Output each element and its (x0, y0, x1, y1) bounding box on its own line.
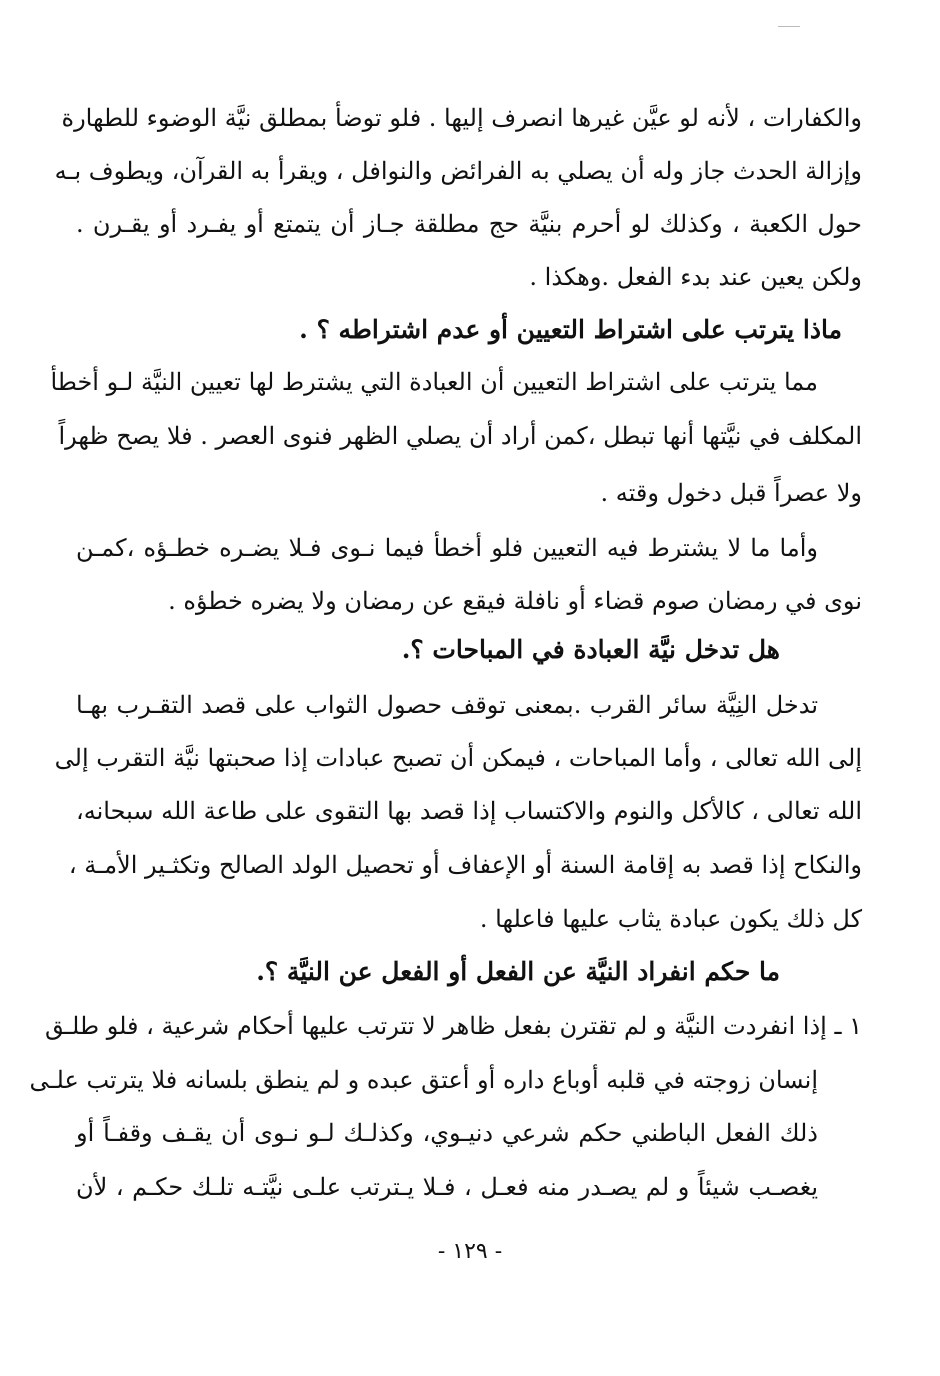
text-line: ولا عصراً قبل دخول وقته . (600, 479, 862, 507)
text-line: ١ ـ إذا انفردت النيَّة و لم تقترن بفعل ظاهر لا تترتب عليها أحكام شرعية ، فلو طلـق (44, 1012, 862, 1040)
text-line: وإزالة الحدث جاز وله أن يصلي به الفرائض والنوافل ، ويقرأ به القرآن، ويطوف بـه (54, 157, 862, 185)
text-line: المكلف في نيَّتها أنها تبطل ،كمن أراد أن يصلي الظهر فنوى العصر . فلا يصح ظهراً (58, 422, 862, 450)
text-line: مما يترتب على اشتراط التعيين أن العبادة التي يشترط لها تعيين النيَّة لـو أخطأ (50, 368, 818, 396)
text-line: ذلك الفعل الباطني حكم شرعي دنيـوي، وكذلـك لـو نـوى أن يقـف وقفـاً أو (76, 1119, 818, 1147)
text-line: يغصـب شيئاً و لم يصـدر منه فعـل ، فـلا يـترتب علـى نيَّتـه تلـك حكـم ، لأن (76, 1173, 818, 1201)
text-line: ولكن يعين عند بدء الفعل .وهكذا . (529, 263, 862, 291)
page-number: - ١٢٩ - (437, 1239, 503, 1264)
text-line: والنكاح إذا قصد به إقامة السنة أو الإعفاف أو تحصيل الولد الصالح وتكثـير الأمـة ، (68, 851, 862, 879)
text-line: نوى في رمضان صوم قضاء أو نافلة فيقع عن رمضان ولا يضره خطؤه . (168, 587, 862, 615)
text-line: الله تعالى ، كالأكل والنوم والاكتساب إذا قصد بها التقوى على طاعة الله سبحانه، (76, 797, 862, 825)
section-heading: هل تدخل نيَّة العبادة في المباحات ؟. (401, 635, 780, 664)
section-heading: ما حكم انفراد النيَّة عن الفعل أو الفعل عن النيَّة ؟. (256, 957, 780, 986)
text-line: تدخل النِيَّة سائر القرب .بمعنى توقف حصول الثواب على قصد التقـرب بهـا (76, 691, 818, 719)
text-line: إلى الله تعالى ، وأما المباحات ، فيمكن أن تصبح عبادات إذا صحبتها نيَّة التقرب إلى (54, 744, 862, 772)
text-line: كل ذلك يكون عبادة يثاب عليها فاعلها . (479, 905, 862, 933)
text-line: والكفارات ، لأنه لو عيَّن غيرها انصرف إليها . فلو توضأ بمطلق نيَّة الوضوء للطهارة (61, 104, 862, 132)
text-line: وأما ما لا يشترط فيه التعيين فلو أخطأ فيما نـوى فـلا يضـره خطـؤه ،كمـن (76, 534, 818, 562)
text-line: حول الكعبة ، وكذلك لو أحرم بنيَّة حج مطلقة جـاز أن يتمتع أو يفـرد أو يقـرن . (76, 210, 862, 238)
scan-mark (778, 26, 800, 27)
section-heading: ماذا يترتب على اشتراط التعيين أو عدم اشتراطه ؟ . (299, 315, 842, 344)
text-line: إنسان زوجته في قلبه أوباع داره أو أعتق عبده و لم ينطق بلسانه فلا يترتب علـى (29, 1066, 818, 1094)
